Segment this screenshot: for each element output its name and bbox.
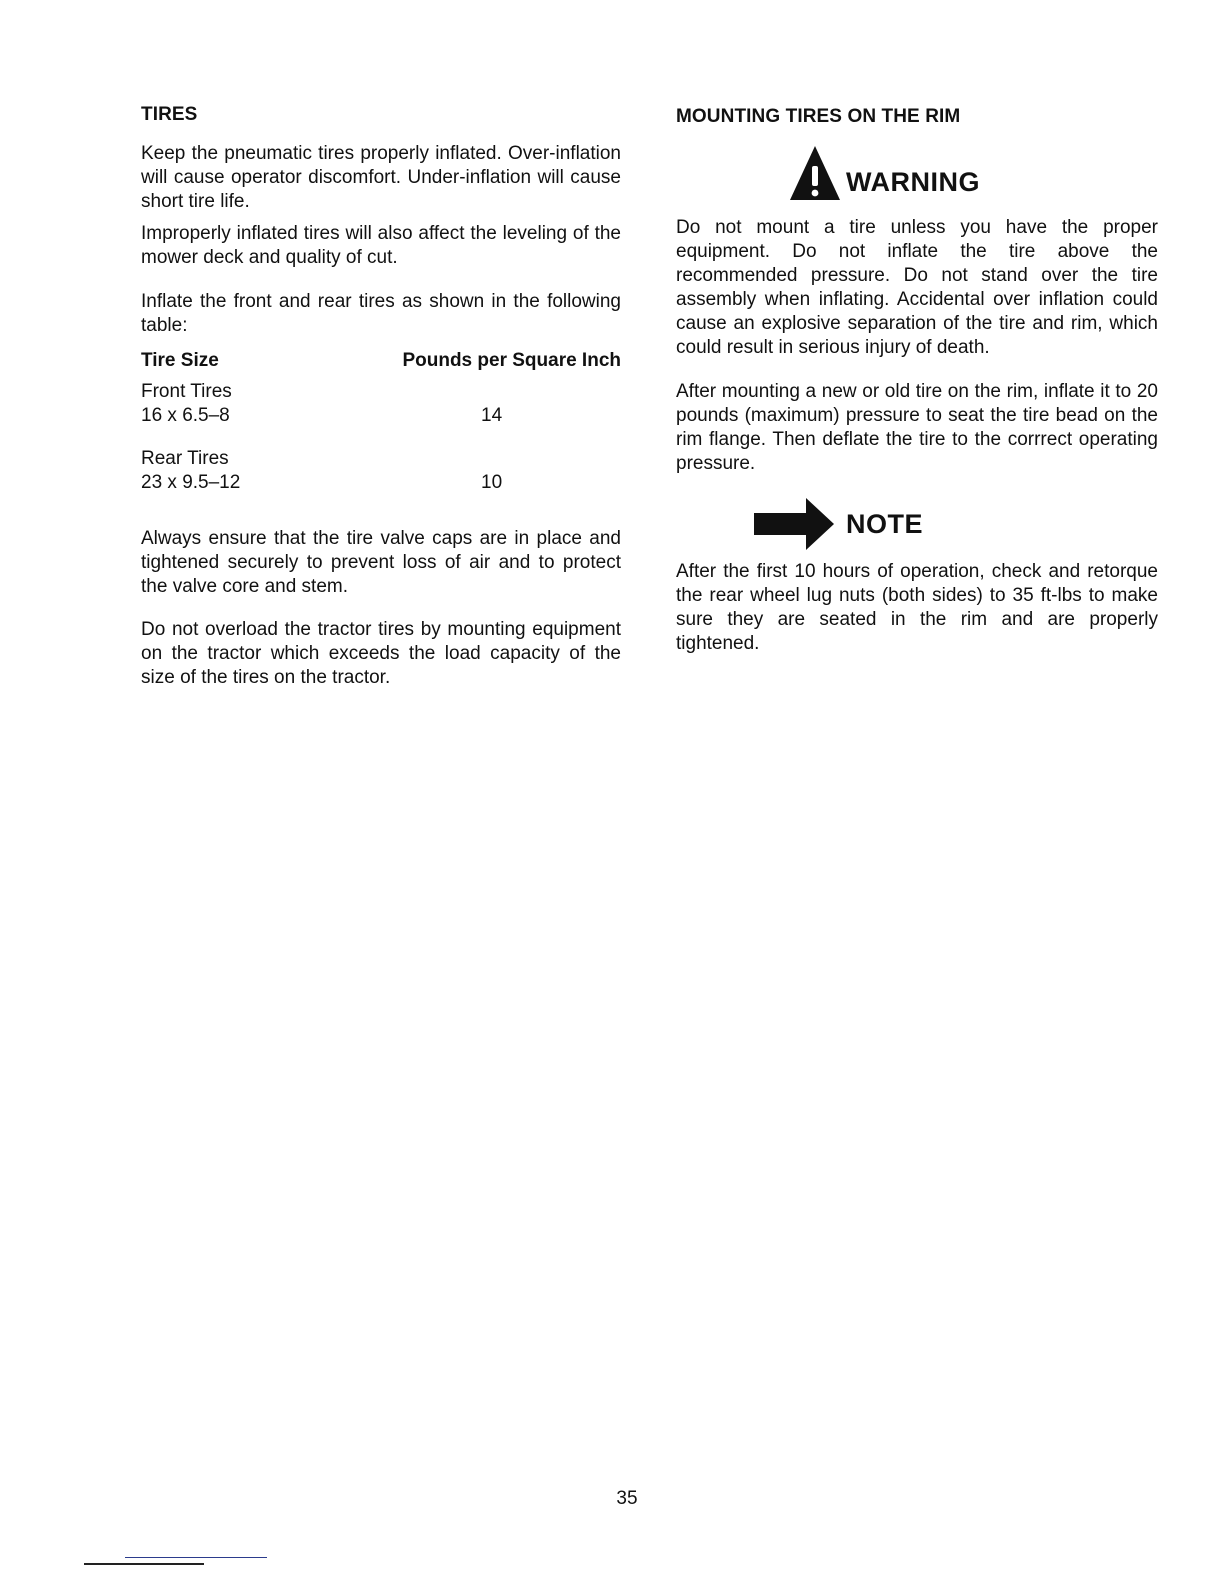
tires-paragraph-valve-caps: Always ensure that the tire valve caps are in place and tightened securely to prevent loss of air and to protect the valve core and stem. bbox=[141, 528, 621, 597]
warning-triangle-icon bbox=[788, 144, 842, 202]
warning-banner bbox=[788, 142, 1158, 202]
front-tires-group bbox=[141, 380, 621, 428]
footer-rule bbox=[125, 1557, 267, 1558]
tires-heading: TIRES bbox=[141, 104, 198, 125]
note-banner bbox=[752, 494, 1158, 554]
note-text: After the first 10 hours of operation, check and retorque the rear wheel lug nuts (both sides) to 35 ft-lbs to make sure they are seated in the rim and are properly tightened. bbox=[676, 561, 1158, 654]
rear-tires-label: Rear Tires bbox=[141, 448, 229, 469]
arrow-right-icon bbox=[752, 496, 836, 552]
rear-tire-psi: 10 bbox=[481, 472, 503, 493]
footer-rule-dark bbox=[84, 1563, 204, 1565]
front-tires-label: Front Tires bbox=[141, 381, 232, 402]
mounting-paragraph-inflate: After mounting a new or old tire on the rim, inflate it to 20 pounds (maximum) pressure to seat the tire bead on the rim flange. Then deflate the tire to the corrrect operating pressure. bbox=[676, 381, 1158, 474]
mounting-heading: MOUNTING TIRES ON THE RIM bbox=[676, 106, 961, 127]
note-label: NOTE bbox=[846, 508, 924, 539]
right-column bbox=[676, 106, 1158, 656]
warning-label: WARNING bbox=[846, 167, 980, 197]
tires-paragraph-inflation: Keep the pneumatic tires properly inflated. Over-inflation will cause operator discomfort. Under-inflation will cause short tire life. bbox=[141, 143, 621, 212]
warning-text: Do not mount a tire unless you have the proper equipment. Do not inflate the tire above the recommended pressure. Do not stand over the tire assembly when inflating. Accidental over inflation could cause an explosive separation of the tire and rim, which could result in serious injury of death. bbox=[676, 217, 1158, 358]
front-tires-row bbox=[141, 404, 621, 428]
tires-paragraph-overload: Do not overload the tractor tires by mounting equipment on the tractor which exceeds the load capacity of the size of the tires on the tractor. bbox=[141, 619, 621, 688]
front-tire-size: 16 x 6.5–8 bbox=[141, 405, 230, 426]
rear-tires-row bbox=[141, 471, 621, 495]
rear-tires-group bbox=[141, 447, 621, 495]
tire-table-header bbox=[141, 350, 621, 372]
front-tire-psi: 14 bbox=[481, 405, 503, 426]
psi-column-header: Pounds per Square Inch bbox=[402, 350, 621, 371]
page-number: 35 bbox=[616, 1488, 638, 1509]
tires-paragraph-table-intro: Inflate the front and rear tires as shown in the following table: bbox=[141, 291, 621, 336]
rear-tire-size: 23 x 9.5–12 bbox=[141, 472, 241, 493]
tire-size-column-header: Tire Size bbox=[141, 350, 219, 371]
tires-paragraph-leveling: Improperly inflated tires will also affect the leveling of the mower deck and quality of cut. bbox=[141, 223, 621, 268]
left-column bbox=[141, 104, 621, 690]
